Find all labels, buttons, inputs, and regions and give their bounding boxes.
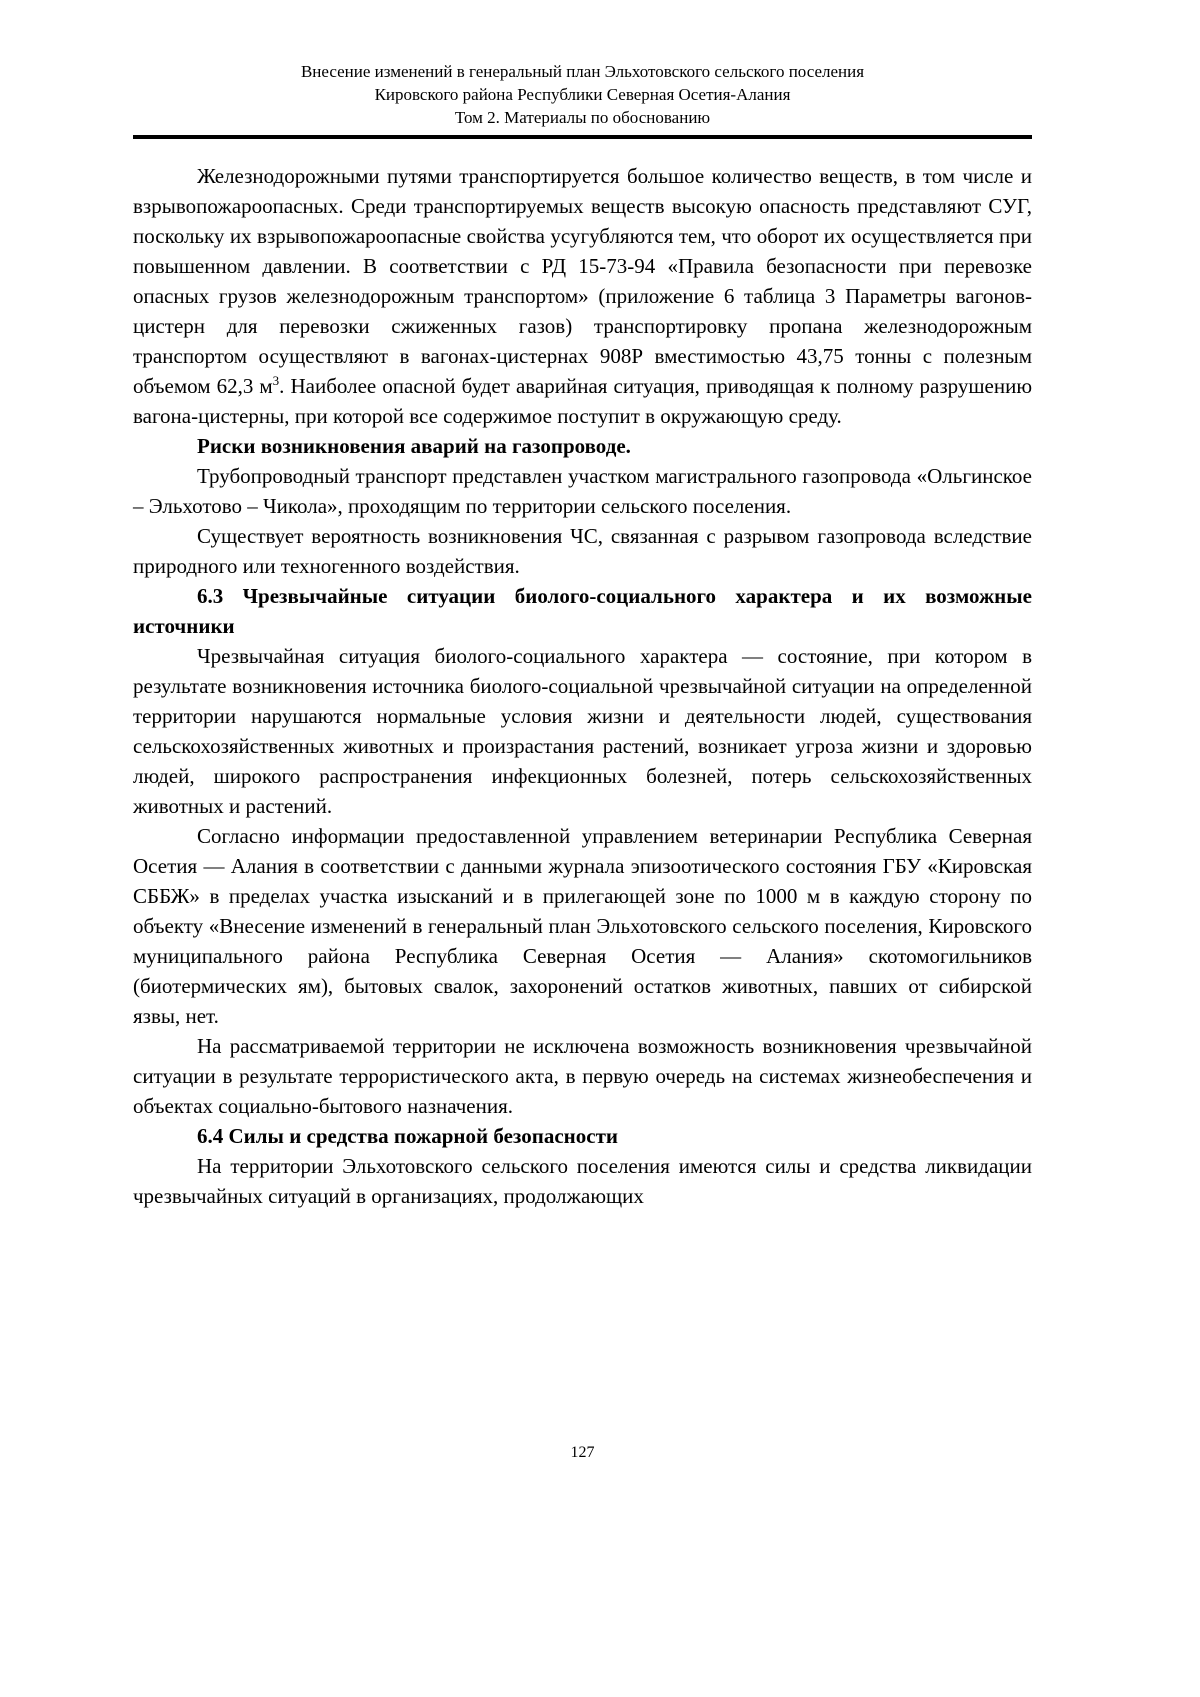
header-line-1: Внесение изменений в генеральный план Эльхотовского сельского поселения [300,62,865,81]
paragraph-text: . Наиболее опасной будет аварийная ситуация, приводящая к полному разрушению вагона-цистерны, при которой все содержимое поступит в окружающую среду. [133,374,1033,428]
paragraph-bio-social-definition: Чрезвычайная ситуация биолого-социального характера — состояние, при котором в результате возникновения источника биолого-социальной чрезвычайной ситуации на определенной территории нарушаются нормальные условия жизни и деятельности людей, существования сельскохозяйственных животных и произрастания растений, возникает угроза жизни и здоровью людей, широкого распространения инфекционных болезней, потерь сельскохозяйственных животных и растений. [133,644,1032,818]
header-double-rule [133,135,1032,139]
paragraph-text: Железнодорожными путями транспортируется большое количество веществ, в том числе и взрывопожароопасных. Среди транспортируемых веществ высокую опасность представляют СУГ, поскольку их взрывопожароопасные свойства усугубляются тем, что оборот их осуществляется при повышенном давлении. В соответствии с РД 15-73-94 «Правила безопасности при перевозке опасных грузов железнодорожным транспортом» (приложение 6 таблица 3 Параметры вагонов-цистерн для перевозки сжиженных газов) транспортировку пропана железнодорожным транспортом осуществляют в вагонах-цистернах 908Р вместимостью 43,75 тонны с полезным объемом 62,3 м [133,164,1032,398]
paragraph-terrorism-risk: На рассматриваемой территории не исключена возможность возникновения чрезвычайной ситуации в результате террористического акта, в первую очередь на системах жизнеобеспечения и объектах социально-бытового назначения. [133,1034,1032,1118]
header-line-2: Кировского района Республики Северная Осетия-Алания [374,85,791,104]
paragraph-emergency-probability: Существует вероятность возникновения ЧС, связанная с разрывом газопровода вследствие природного или техногенного воздействия. [133,524,1032,578]
heading-section-6-3: 6.3 Чрезвычайные ситуации биолого-социального характера и их возможные источники [133,584,1032,638]
heading-gas-pipeline-risks: Риски возникновения аварий на газопроводе. [197,434,631,458]
header-line-3: Том 2. Материалы по обоснованию [454,108,711,127]
document-body [133,161,1032,1211]
document-footer [133,1444,1032,1462]
paragraph-pipeline-transport: Трубопроводный транспорт представлен участком магистрального газопровода «Ольгинское – Эльхотово – Чикола», проходящим по территории сельского поселения. [133,464,1032,518]
superscript-cubic: 3 [272,373,280,388]
paragraph-rail-transport [133,161,1032,431]
paragraph-veterinary-info: Согласно информации предоставленной управлением ветеринарии Республика Северная Осетия — Алания в соответствии с данными журнала эпизоотического состояния ГБУ «Кировская СББЖ» в пределах участка изысканий и в прилегающей зоне по 1000 м в каждую сторону по объекту «Внесение изменений в генеральный план Эльхотовского сельского поселения, Кировского муниципального района Республика Северная Осетия — Алания» скотомогильников (биотермических ям), бытовых свалок, захоронений остатков животных, павших от сибирской язвы, нет. [133,824,1032,1028]
heading-section-6-4: 6.4 Силы и средства пожарной безопасности [197,1124,618,1148]
document-header [133,60,1032,139]
page-number: 127 [570,1444,595,1461]
paragraph-fire-safety-forces: На территории Эльхотовского сельского поселения имеются силы и средства ликвидации чрезвычайных ситуаций в организациях, продолжающих [133,1154,1032,1208]
